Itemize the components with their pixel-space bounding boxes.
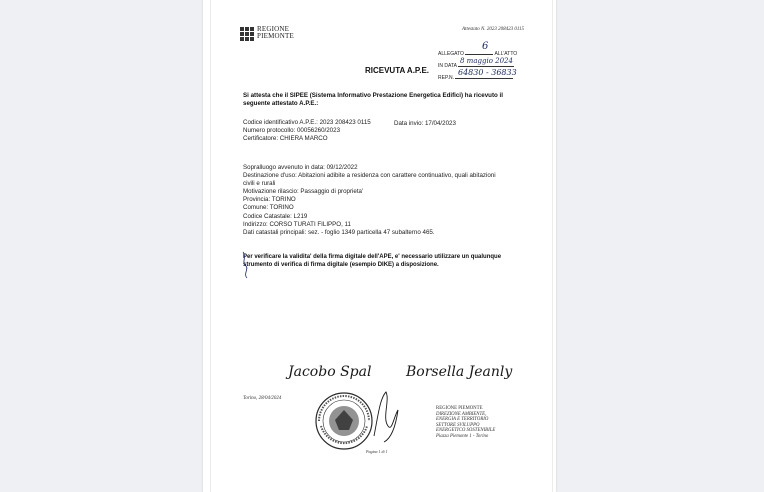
destinazione-uso-2: civili e rurali xyxy=(243,180,276,188)
data-invio: Data invio: 17/04/2023 xyxy=(394,120,456,127)
stamp-signature-scribble-icon xyxy=(366,386,406,446)
attestato-reference: Attestato N. 2023 208423 0115 xyxy=(462,27,524,32)
page-number: Pagina 1 di 1 xyxy=(366,449,388,454)
verify-signature-note: Per verificare la validita' della firma digitale dell'APE, e' necessario utilizzare un qualunque strumento di verifica di firma digitale (esempio DIKE) a disposizione. xyxy=(243,254,502,268)
destinazione-uso-1: Destinazione d'uso: Abitazioni adibite a residenza con carattere continuativo, quali abitazioni xyxy=(243,172,496,180)
allegato-line xyxy=(465,48,493,55)
logo-line-2: PIEMONTE xyxy=(257,32,294,40)
authority-line-6: Piazza Piemonte 1 - Torino xyxy=(436,433,489,439)
intro-paragraph: Si attesta che il SIPEE (Sistema Informativo Prestazione Energetica Edifici) ha ricevuto il seguente attestato A.P.E.: xyxy=(243,92,503,107)
authority-line-1: REGIONE PIEMONTE xyxy=(436,406,483,411)
authority-line-3: ENERGIA E TERRITORIO xyxy=(436,417,489,422)
details-block xyxy=(243,164,496,237)
sopralluogo: Sopralluogo avvenuto in data: 09/12/2022 xyxy=(243,164,358,171)
rep-label: REP.N. xyxy=(438,75,455,81)
authority-line-4: SETTORE SVILUPPO xyxy=(436,422,480,428)
allatto-label: ALL'ATTO xyxy=(494,51,518,57)
codice-catastale: Codice Catastale: L219 xyxy=(243,212,308,220)
motivazione-rilascio: Motivazione rilascio: Passaggio di proprieta' xyxy=(243,188,364,196)
document-title: RICEVUTA A.P.E. xyxy=(364,66,429,75)
dati-catastali: Dati catastali principali: sez. - foglio 1349 particella 47 subalterno 465. xyxy=(243,228,435,236)
authority-line-5: ENERGETICO SOSTENIBILE xyxy=(436,428,496,433)
signature-right: Borsella Jeanly xyxy=(406,364,513,380)
handwritten-in-data-value: 8 maggio 2024 xyxy=(460,57,513,65)
handwritten-rep-value: 64830 - 36833 xyxy=(458,68,517,77)
place-date: Torino, 28/04/2024 xyxy=(243,396,282,401)
pen-mark-icon xyxy=(239,250,253,280)
certificate-block xyxy=(243,119,371,143)
numero-protocollo: Numero protocollo: 00056260/2023 xyxy=(243,127,341,135)
indirizzo: Indirizzo: CORSO TURATI FILIPPO, 11 xyxy=(243,220,351,228)
regione-piemonte-logo xyxy=(240,26,294,41)
logo-line-1: REGIONE xyxy=(257,25,290,33)
comune: Comune: TORINO xyxy=(243,204,294,212)
logo-text xyxy=(257,26,294,40)
certificatore: Certificatore: CHIERA MARCO xyxy=(243,135,328,143)
authority-block xyxy=(436,406,495,439)
coat-of-arms-icon xyxy=(240,27,254,41)
in-data-label: IN DATA xyxy=(438,63,457,69)
allegato-label: ALLEGATO xyxy=(438,51,464,57)
codice-identificativo: Codice identificativo A.P.E.: 2023 208423 0115 xyxy=(243,119,371,126)
authority-line-2: DIREZIONE AMBIENTE, xyxy=(436,411,487,417)
handwritten-allegato-value: 6 xyxy=(482,41,489,52)
provincia: Provincia: TORINO xyxy=(243,196,296,204)
signature-left: Jacobo Spal xyxy=(288,364,372,380)
